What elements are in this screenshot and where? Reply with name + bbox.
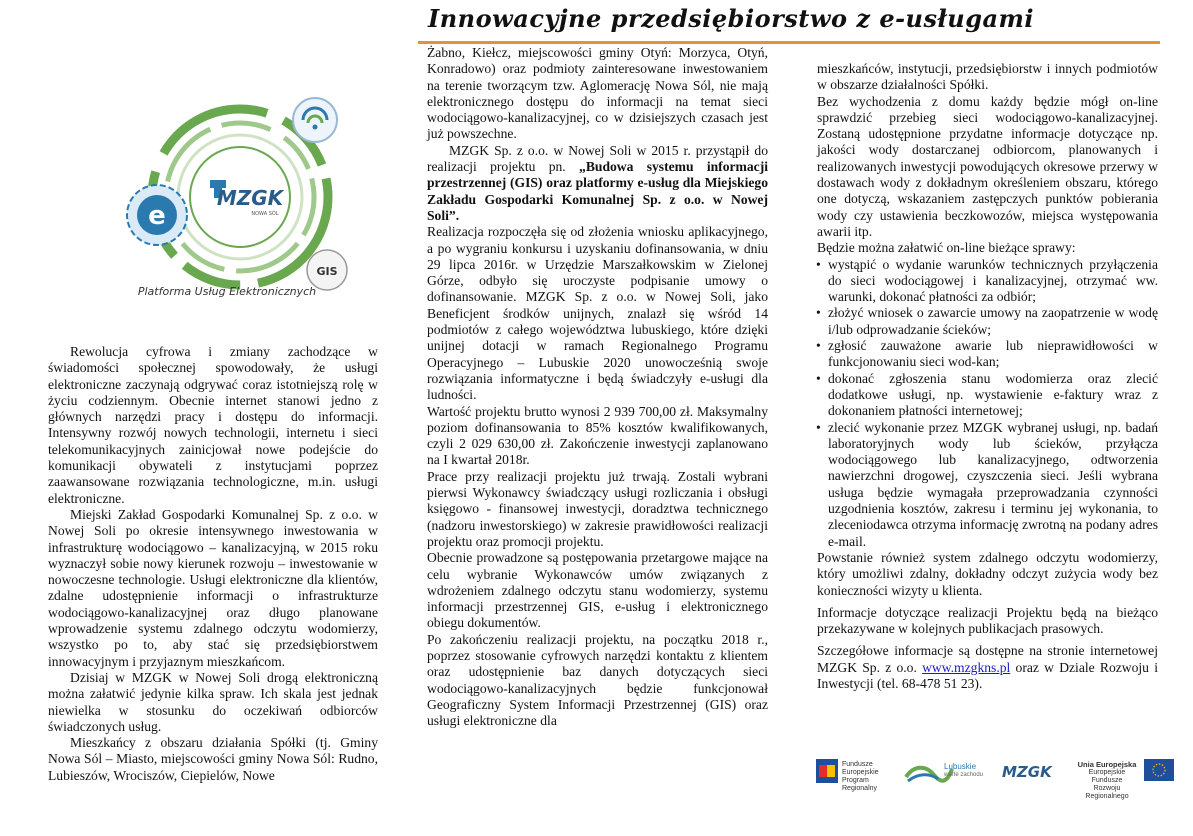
paragraph: Bez wychodzenia z domu każdy będzie mógł on-line sprawdzić przebieg sieci wodociągowo-kanalizacyjnej. Zostaną udostępnione przydatne informacje dotyczące np. jakości wody dostarczanej odbiorcom, planowanych i realizowanych inwestycji powodujących okresowe przerwy w dostawach wody z dokładnym określeniem obszaru, którego one dotyczą, wskazaniem zastępczych punktów pobierania wody czy ustawienia beczkowozów, miejsca występowania awarii itp. xyxy=(817,93,1158,239)
wifi-icon xyxy=(293,98,337,142)
paragraph: Dzisiaj w MZGK w Nowej Soli drogą elektroniczną można załatwić jedynie kilka spraw. Ich skala jest jednak niewielka w stosunku do oczekiwań odbiorców świadczonych usług. xyxy=(48,669,378,734)
paragraph: Wartość projektu brutto wynosi 2 939 700,00 zł. Maksymalny poziom dofinansowania to 85% kosztów kwalifikowanych, czyli 2 029 630,00 zł. Zakończenie inwestycji zaplanowano na I kwartał 2018r. xyxy=(427,403,768,468)
paragraph: Mieszkańcy z obszaru działania Spółki (tj. Gminy Nowa Sól – Miasto, miejscowości gminy Nowa Sól: Rudno, Lubieszów, Wrociszów, Ciepielów, Nowe xyxy=(48,735,378,783)
fe-star-icon xyxy=(816,759,838,783)
paragraph-text: MZGK Sp. z o.o. w Nowej Soli w 2015 r. przystąpił do realizacji projektu pn. xyxy=(427,142,768,175)
paragraph: mieszkańców, instytucji, przedsiębiorstw i innych podmiotów w obszarze działalności Spółki. xyxy=(817,61,1158,93)
list-item: • złożyć wniosek o zawarcie umowy na zaopatrzenie w wodę i/lub odprowadzanie ścieków; xyxy=(816,305,1158,337)
paragraph: Informacje dotyczące realizacji Projektu będą na bieżąco przekazywane w kolejnych publikacjach prasowych. xyxy=(817,604,1158,637)
eu-logo: Unia Europejska Europejskie Fundusze Rozwoju Regionalnego xyxy=(1074,755,1176,795)
fundusze-europejskie-logo: Fundusze Europejskie Program Regionalny xyxy=(816,755,896,795)
paragraph: Żabno, Kiełcz, miejscowości gminy Otyń: Morzyca, Otyń, Konradowo) oraz podmioty zainteresowane inwestowaniem na terenie tworzącym tzw. Aglomerację Nowa Sól, nie mają elektronicznego dostępu do informacji na temat sieci wodociągowo-kanalizacyjnej, co w dzisiejszych czasach jest już powszechne. xyxy=(427,45,768,142)
paragraph: Obecnie prowadzone są postępowania przetargowe mające na celu wybranie Wykonawców umów związanych z wdrożeniem zdalnego odczytu stanu wodomierzy, systemu informacji przestrzennej GIS, e-usług i elektronicznego obiegu dokumentów. xyxy=(427,550,768,631)
website-link[interactable]: www.mzgkns.pl xyxy=(922,659,1011,675)
gis-icon xyxy=(307,250,347,290)
column-3 xyxy=(817,61,1158,692)
paragraph: Prace przy realizacji projektu już trwają. Zostali wybrani pierwsi Wykonawcy świadczący usługi rozliczania i obsługi księgowo - finansowej inwestycji, doradztwa technicznego (nadzoru inwestorskiego) w zakresie prawidłowości realizacji projektu oraz promocji projektu. xyxy=(427,468,768,549)
e-service-icon xyxy=(127,185,187,245)
platform-logo-graphic xyxy=(115,85,355,300)
list-item: • zgłosić zauważone awarie lub nieprawidłowości w funkcjonowaniu sieci wod-kan; xyxy=(816,338,1158,370)
svg-text:e: e xyxy=(148,201,166,231)
paragraph: Rewolucja cyfrowa i zmiany zachodzące w świadomości społecznej spowodowały, że usługi elektroniczne zaczynają odgrywać coraz istotniejszą rolę w życiu codziennym. Obecnie internet stanowi jedno z głównych narzędzi pracy i dostępu do informacji. Intensywny rozwój nowych technologii, internetu i sieci telekomunikacyjnych zainicjował nowe podejście do komunikacji obywateli z instytucjami poprzez zaawansowane rozwiązania technologiczne, m.in. usługi elektroniczne. xyxy=(48,344,378,506)
paragraph: Szczegółowe informacje są dostępne na stronie internetowej MZGK Sp. z o.o. www.mzgkns.pl oraz w Dziale Rozwoju i Inwestycji (tel. 68-478 51 23). xyxy=(817,643,1158,691)
logo-caption: Platforma Usług Elektronicznych xyxy=(137,285,317,298)
eu-flag-icon xyxy=(1144,759,1174,781)
paragraph: Miejski Zakład Gospodarki Komunalnej Sp. z o.o. w Nowej Soli po okresie intensywnego inwestowania w infrastrukturę wodociągowo – kanalizacyjną, w 2015 roku wyznaczył sobie nowy kierunek rozwoju – inwestowanie w nowoczesne technologie. Usługi elektroniczne dla klientów, zdalne udostępnienie informacji o infrastrukturze wodociągowo-kanalizacyjnej oraz długo planowane wprowadzenie systemu zdalnego odczytu wodomierzy, wszystko po to, aby stać się przedsiębiorstwem innowacyjnym i przyjaznym mieszkańcom. xyxy=(48,506,378,669)
mzgk-footer-logo: MZGK xyxy=(1002,763,1052,781)
lubuskie-logo: Lubuskie warte zachodu xyxy=(904,755,984,795)
paragraph: Realizacja rozpoczęła się od złożenia wniosku aplikacyjnego, a po wygraniu konkursu i uzyskaniu dofinansowania, w dniu 29 lipca 2016r. w Urzędzie Marszałkowskim w Zielonej Górze, odbyło się uroczyste podpisanie umowy o dofinansowanie. MZGK Sp. z o.o. w Nowej Soli, jako Beneficjent środków unijnych, znalazł się wśród 14 podmiotów z całego województwa lubuskiego, które dzięki unijnej dotacji w ramach Regionalnego Programu Operacyjnego – Lubuskie 2020 unowocześnią swoje rozwiązania informatyczne i będą świadczyły e-usługi dla ludności. xyxy=(427,224,768,403)
svg-text:GIS: GIS xyxy=(316,265,338,278)
svg-text:MZGK: MZGK xyxy=(216,186,284,210)
column-1 xyxy=(48,344,378,784)
page-headline: Innowacyjne przedsiębiorstwo z e-usługami xyxy=(428,4,1035,33)
platform-logo xyxy=(115,85,355,300)
paragraph: Będzie można załatwić on-line bieżące sprawy: xyxy=(817,240,1076,256)
footer-logos xyxy=(816,755,1176,800)
headline-underline xyxy=(418,41,1160,44)
list-item: • wystąpić o wydanie warunków technicznych przyłączenia do sieci wodociągowej i kanalizacyjnej, otrzymać ww. warunki, dokonać płatności za odbiór; xyxy=(816,256,1158,305)
svg-text:NOWA SÓL: NOWA SÓL xyxy=(251,211,279,217)
list-item: • zlecić wykonanie przez MZGK wybranej usługi, np. badań laboratoryjnych wody lub ścieków, przyłącza wodociągowego lub kanalizacyjnego, odtworzenia nawierzchni drogowej, czyszczenia sieci. Jeśli wybrana usługa będzie wymagała przeprowadzania czynności uzgodnienia kosztów, zakresu i terminu jej wykonania, to zleceniodawca otrzyma informację zwrotną na podany adres e-mail. xyxy=(816,419,1158,549)
paragraph: Powstanie również system zdalnego odczytu wodomierzy, który umożliwi zdalny, dokładny odczyt zużycia wody bez konieczności wizyty u klienta. xyxy=(817,549,1158,598)
paragraph xyxy=(427,143,768,224)
services-list xyxy=(817,257,1158,550)
list-item: • dokonać zgłoszenia stanu wodomierza oraz zlecić dodatkowe usługi, np. wystawienie e-faktury wraz z dokonaniem płatności internetowej; xyxy=(816,370,1158,419)
column-2 xyxy=(427,45,768,729)
paragraph: Po zakończeniu realizacji projektu, na początku 2018 r., poprzez stosowanie cyfrowych narzędzi kontaktu z klientem oraz udostępnienie baz danych dotyczących sieci wodociągowo-kanalizacyjnych będzie funkcjonował Geograficzny System Informacji Przestrzennej (GIS) oraz usługi elektroniczne dla xyxy=(427,631,768,729)
project-title: „Budowa systemu informacji przestrzennej (GIS) oraz platformy e-usług dla Miejskiego Zakładu Gospodarki Komunalnej Sp. z o.o. w Nowej Soli”. xyxy=(427,159,768,223)
